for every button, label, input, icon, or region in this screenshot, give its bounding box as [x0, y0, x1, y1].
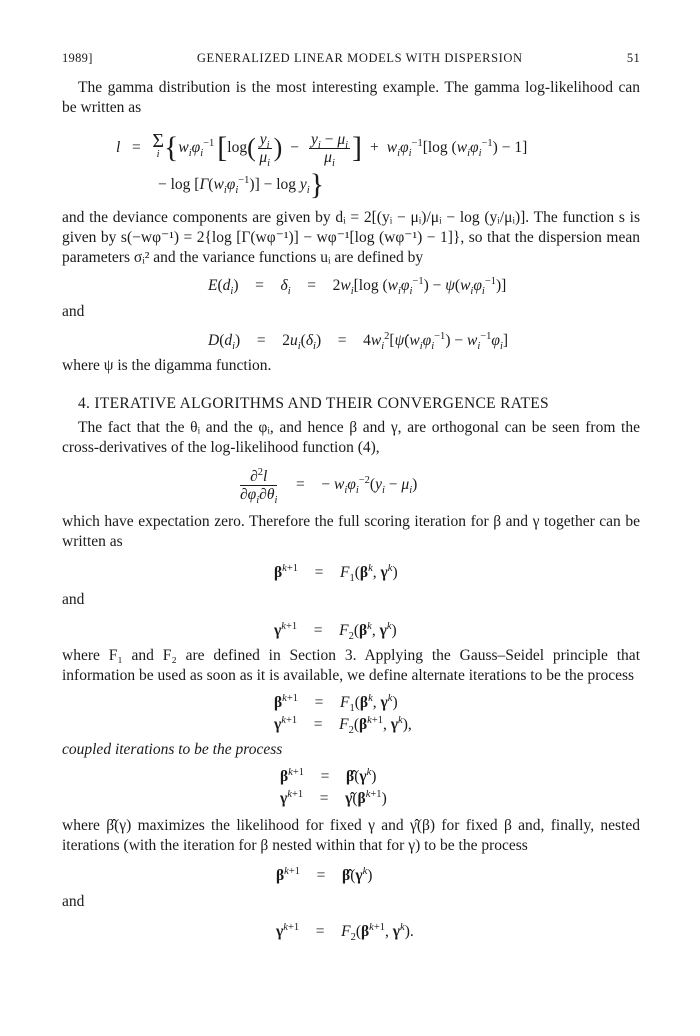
equation-nested-beta: $\beta^{k+1}$ = $\betâ(\gamma^k)$	[276, 865, 373, 884]
paragraph-gauss-seidel: where F₁ and F₂ are defined in Section 3. Applying the Gauss–Seidel principle that information be used as soon as it is available, we define alternate iterations to be the process	[62, 647, 640, 684]
paragraph-nested: where β̂(γ) maximizes the likelihood for fixed γ and γ̂(β) for fixed β and, finally, nested iterations (with the iteration for β nested within that for γ) to be the process	[62, 817, 640, 854]
header-year: 1989]	[62, 51, 93, 65]
text-digamma: where ψ is the digamma function.	[62, 357, 272, 374]
equation-cross-derivative: $\frac{\partial^2l}{\partial\varphi_i\partial\theta_i}$ = − $w_i\varphi_i^{-2}(y_i - \mu_i)$	[240, 466, 418, 506]
paragraph-scoring: which have expectation zero. Therefore the full scoring iteration for β and γ together can be written as	[62, 513, 640, 550]
equation-beta-scoring: $\beta^{k+1}$ = $F_1(\beta^k$, $\gamma^k$)	[274, 562, 398, 585]
equation-coupled-beta: $\beta^{k+1}$ = $\betâ(\gamma^k)$	[280, 766, 377, 785]
equation-variance: $D(d_i)$ = $2u_i(\delta_i)$ = $4w_i^2[\psi̇(w_i\varphi_i^{-1}) - w_i^{-1}\varphi_i]$	[208, 330, 509, 353]
running-title: GENERALIZED LINEAR MODELS WITH DISPERSION	[196, 51, 523, 65]
page-number: 51	[626, 51, 640, 65]
text-coupled: coupled iterations to be the process	[62, 741, 283, 758]
document-page	[62, 48, 640, 944]
text-and-3: and	[62, 893, 85, 910]
paragraph-gamma-intro: The gamma distribution is the most interesting example. The gamma log-likelihood can be written as	[62, 79, 640, 116]
page-header	[62, 48, 640, 68]
paragraph-orthogonal: The fact that the θᵢ and the φᵢ, and hence β and γ, are orthogonal can be seen from the cross-derivatives of the log-likelihood function (4),	[62, 419, 640, 456]
equation-coupled-gamma: $\gamma^{k+1}$ = $\gammâ(\beta^{k+1})$	[280, 788, 387, 807]
equation-gamma-loglik-line2: − $\log [\Gamma(w_i\varphi_i^{-1})] - \log y_i$ }	[158, 168, 325, 201]
equation-gamma-scoring: $\gamma^{k+1}$ = $F_2(\beta^k$, $\gamma^k$)	[274, 620, 397, 643]
equation-expectation: $E(d_i)$ = $\delta_i$ = $2w_i[\log$ $(w_i\varphi_i^{-1}) - \psi(w_i\varphi_i^{-1})$]	[208, 275, 507, 298]
text-and-2: and	[62, 591, 85, 608]
equation-nested-gamma: $\gamma^{k+1}$ = $F_2(\beta^{k+1}$, $\gamma^k$).	[276, 921, 414, 944]
paragraph-deviance: and the deviance components are given by dᵢ = 2[(yᵢ − μᵢ)/μᵢ − log (yᵢ/μᵢ)]. The function s is given by s(−wφ⁻¹) = 2{log [Γ(wφ⁻¹)] − wφ⁻¹[log (wφ⁻¹) − 1]}, so that the dispersion mean parameters σᵢ² and the variance functions uᵢ are defined by	[62, 209, 640, 266]
equation-gamma-loglik: l = Σ i { $w_i\varphi_i^{-1}$ [ log ( $\frac{y_i}{\mu_i}$ ) − $\frac{y_i - \mu_i}{\mu_i}$ ] + $w_i\varphi_i^{-1}[\log$ $(w_i\varphi_i^{-1}) - 1$]	[116, 130, 528, 169]
section-heading: 4. ITERATIVE ALGORITHMS AND THEIR CONVERGENCE RATES	[78, 395, 549, 412]
equation-alternate-beta: $\beta^{k+1}$ = $F_1(\beta^k$, $\gamma^k$)	[274, 692, 398, 715]
text-and-1: and	[62, 303, 85, 320]
equation-alternate-gamma: $\gamma^{k+1}$ = $F_2(\beta^{k+1}$, $\gamma^k$),	[274, 714, 412, 737]
